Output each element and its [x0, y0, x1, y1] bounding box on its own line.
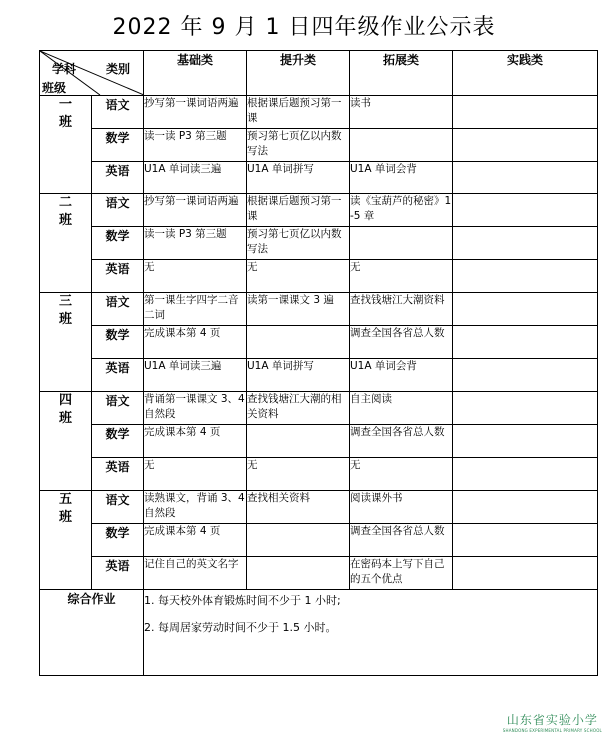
homework-cell — [453, 162, 598, 194]
subject-label: 语文 — [92, 392, 144, 425]
table-row — [40, 227, 598, 260]
school-logo — [503, 711, 602, 733]
homework-cell — [247, 326, 350, 359]
homework-cell: 查找钱塘江大潮资料 — [350, 293, 453, 326]
homework-cell: 完成课本第 4 页 — [144, 524, 247, 557]
subject-label: 英语 — [92, 162, 144, 194]
subject-label: 英语 — [92, 458, 144, 491]
corner-type-label: 类别 — [106, 62, 131, 76]
homework-cell — [453, 491, 598, 524]
homework-table-body — [40, 96, 598, 676]
subject-label: 语文 — [92, 293, 144, 326]
subject-label: 语文 — [92, 194, 144, 227]
homework-cell — [453, 260, 598, 293]
table-row — [40, 129, 598, 162]
homework-cell — [350, 129, 453, 162]
homework-cell — [247, 425, 350, 458]
homework-cell: 无 — [144, 458, 247, 491]
page-title: 2022 年 9 月 1 日四年级作业公示表 — [112, 15, 496, 40]
homework-cell — [453, 557, 598, 590]
homework-cell: 读《宝葫芦的秘密》1-5 章 — [350, 194, 453, 227]
homework-cell: 自主阅读 — [350, 392, 453, 425]
homework-cell: 无 — [247, 260, 350, 293]
homework-cell: 阅读课外书 — [350, 491, 453, 524]
homework-cell — [453, 326, 598, 359]
subject-label: 数学 — [92, 524, 144, 557]
subject-label: 数学 — [92, 326, 144, 359]
homework-cell — [453, 425, 598, 458]
homework-cell — [453, 524, 598, 557]
homework-cell — [350, 227, 453, 260]
comprehensive-notes — [144, 590, 598, 676]
homework-cell: U1A 单词拼写 — [247, 359, 350, 392]
homework-cell — [453, 96, 598, 129]
table-row — [40, 96, 598, 129]
homework-cell: 无 — [350, 458, 453, 491]
corner-subject-label: 学科 — [52, 62, 77, 76]
class-label: 三 班 — [40, 293, 92, 392]
homework-cell: 根据课后题预习第一课 — [247, 96, 350, 129]
homework-cell: 读一读 P3 第三题 — [144, 129, 247, 162]
table-row — [40, 425, 598, 458]
homework-cell: 读熟课文，背诵 3、4 自然段 — [144, 491, 247, 524]
school-logo-name: 山东省实验小学 — [506, 713, 598, 727]
table-row — [40, 458, 598, 491]
homework-cell — [453, 458, 598, 491]
homework-cell: 调查全国各省总人数 — [350, 425, 453, 458]
table-row — [40, 260, 598, 293]
subject-label: 英语 — [92, 260, 144, 293]
comprehensive-note: 1. 每天校外体育锻炼时间不少于 1 小时; — [144, 594, 341, 607]
homework-cell: 无 — [350, 260, 453, 293]
table-row — [40, 392, 598, 425]
class-label: 二 班 — [40, 194, 92, 293]
homework-cell: 完成课本第 4 页 — [144, 326, 247, 359]
homework-cell: 预习第七页亿以内数写法 — [247, 227, 350, 260]
homework-cell: U1A 单词会背 — [350, 359, 453, 392]
homework-cell: 根据课后题预习第一课 — [247, 194, 350, 227]
homework-cell: 背诵第一课课文 3、4 自然段 — [144, 392, 247, 425]
homework-cell: 读第一课课文 3 遍 — [247, 293, 350, 326]
column-header-advanced: 提升类 — [247, 51, 350, 96]
comprehensive-note: 2. 每周居家劳动时间不少于 1.5 小时。 — [144, 621, 337, 634]
table-row — [40, 359, 598, 392]
table-row — [40, 491, 598, 524]
subject-label: 英语 — [92, 557, 144, 590]
comprehensive-label: 综合作业 — [40, 590, 144, 676]
homework-cell — [453, 194, 598, 227]
subject-label: 语文 — [92, 96, 144, 129]
column-header-practice: 实践类 — [453, 51, 598, 96]
header-corner-cell — [40, 51, 144, 96]
table-row — [40, 524, 598, 557]
column-header-extension: 拓展类 — [350, 51, 453, 96]
homework-cell: 抄写第一课词语两遍 — [144, 96, 247, 129]
class-label: 五 班 — [40, 491, 92, 590]
homework-cell: U1A 单词读三遍 — [144, 359, 247, 392]
homework-cell: 抄写第一课词语两遍 — [144, 194, 247, 227]
class-label: 一 班 — [40, 96, 92, 194]
homework-cell: U1A 单词拼写 — [247, 162, 350, 194]
homework-cell: 无 — [247, 458, 350, 491]
subject-label: 数学 — [92, 227, 144, 260]
class-label: 四 班 — [40, 392, 92, 491]
table-row — [40, 326, 598, 359]
homework-cell — [453, 359, 598, 392]
homework-cell: U1A 单词读三遍 — [144, 162, 247, 194]
homework-cell — [453, 293, 598, 326]
homework-cell: 查找钱塘江大潮的相关资料 — [247, 392, 350, 425]
homework-cell: 完成课本第 4 页 — [144, 425, 247, 458]
subject-label: 数学 — [92, 129, 144, 162]
homework-cell: 查找相关资料 — [247, 491, 350, 524]
school-logo-english: SHANDONG EXPERIMENTAL PRIMARY SCHOOL — [502, 728, 602, 733]
homework-cell: 读书 — [350, 96, 453, 129]
homework-cell — [453, 392, 598, 425]
homework-cell: 在密码本上写下自己的五个优点 — [350, 557, 453, 590]
corner-class-label: 班级 — [42, 81, 67, 95]
table-row — [40, 194, 598, 227]
subject-label: 数学 — [92, 425, 144, 458]
homework-cell — [453, 227, 598, 260]
comprehensive-row — [40, 590, 598, 676]
homework-cell: 记住自己的英文名字 — [144, 557, 247, 590]
table-row — [40, 557, 598, 590]
homework-cell: U1A 单词会背 — [350, 162, 453, 194]
table-row — [40, 162, 598, 194]
table-row — [40, 293, 598, 326]
homework-cell: 调查全国各省总人数 — [350, 326, 453, 359]
homework-cell: 读一读 P3 第三题 — [144, 227, 247, 260]
homework-cell: 无 — [144, 260, 247, 293]
column-header-basic: 基础类 — [144, 51, 247, 96]
subject-label: 语文 — [92, 491, 144, 524]
homework-cell — [247, 524, 350, 557]
subject-label: 英语 — [92, 359, 144, 392]
homework-table — [39, 50, 598, 676]
homework-cell: 调查全国各省总人数 — [350, 524, 453, 557]
homework-cell — [453, 129, 598, 162]
homework-cell: 预习第七页亿以内数写法 — [247, 129, 350, 162]
homework-cell: 第一课生字四字二音二词 — [144, 293, 247, 326]
homework-cell — [247, 557, 350, 590]
